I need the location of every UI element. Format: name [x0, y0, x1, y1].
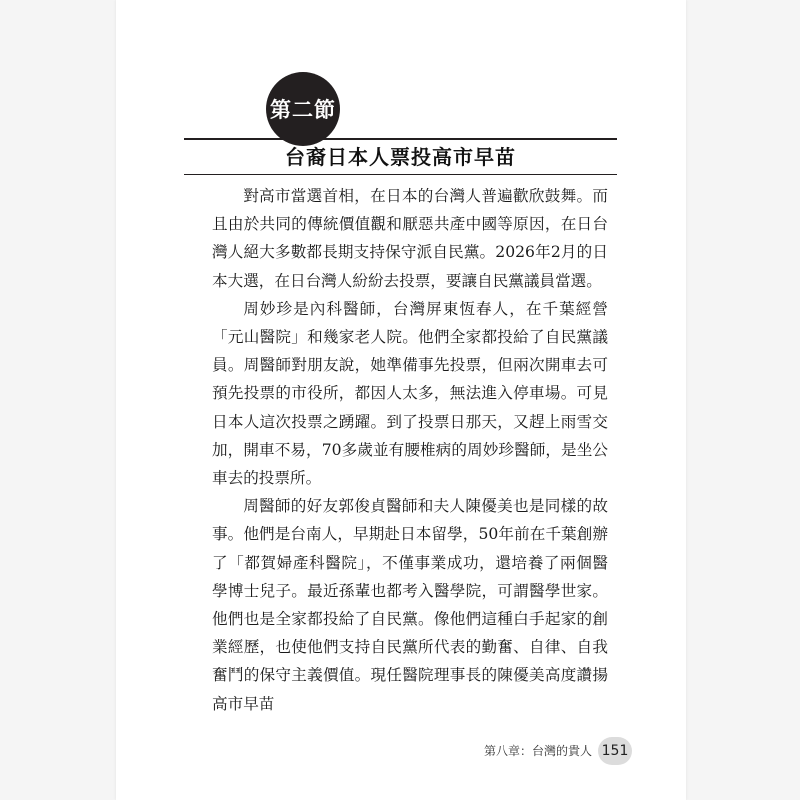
paragraph-1: 對高市當選首相，在日本的台灣人普遍歡欣鼓舞。而且由於共同的傳統價值觀和厭惡共產中國等原因，在日台灣人絕大多數都長期支持保守派自民黨。2026年2月的日本大選，在日台灣人紛紛去投票，要讓自民黨議員當選。 [212, 187, 608, 290]
section-badge: 第二節 [266, 72, 340, 146]
title-top-rule [184, 138, 617, 140]
chapter-label: 第八章：台灣的貴人 [483, 744, 592, 758]
paragraph-3: 周醫師的好友郭俊貞醫師和夫人陳優美也是同樣的故事。他們是台南人，早期赴日本留學，50年前在千葉創辦了「都賀婦產科醫院」，不僅事業成功，還培養了兩個醫學博士兒子。最近孫輩也都考入醫學院，可謂醫學世家。他們也是全家都投給了自民黨。像他們這種白手起家的創業經歷，也使他們支持自民黨所代表的勤奮、自律、自我奮鬥的保守主義價值。現任醫院理事長的陳優美高度讚揚高市早苗 [212, 497, 608, 713]
page-number: 151 [598, 737, 632, 765]
section-title: 台裔日本人票投高市早苗 [285, 145, 516, 169]
paragraph-2: 周妙珍是內科醫師，台灣屏東恆春人，在千葉經營「元山醫院」和幾家老人院。他們全家都投給了自民黨議員。周醫師對朋友說，她準備事先投票，但兩次開車去可預先投票的市役所，都因人太多，無法進入停車場。可見日本人這次投票之踴躍。到了投票日那天，又趕上雨雪交加，開車不易，70多歲並有腰椎病的周妙珍醫師，是坐公車去的投票所。 [212, 299, 608, 488]
body-text [212, 182, 608, 718]
title-bottom-rule [184, 174, 617, 175]
